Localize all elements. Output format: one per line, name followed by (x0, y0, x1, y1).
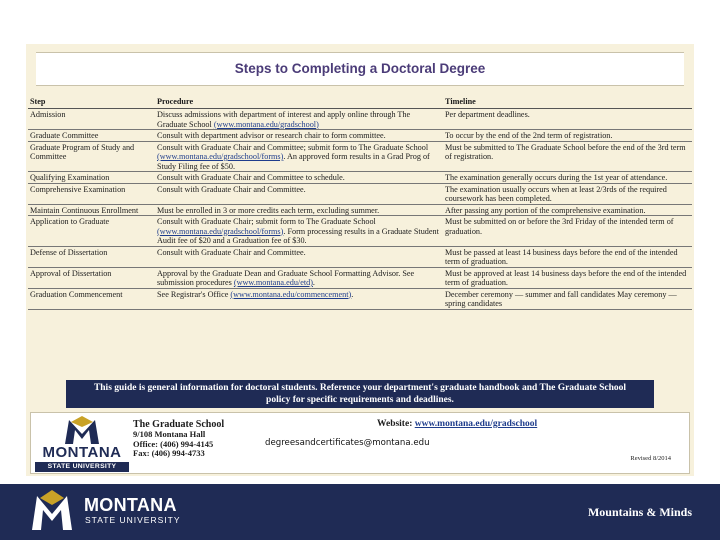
procedure-cell (155, 183, 443, 204)
procedure-text: Consult with department advisor or research chair to form committee. (157, 131, 386, 140)
steps-table (28, 96, 692, 310)
contact-footer (30, 412, 690, 474)
timeline-cell: Per department deadlines. (443, 109, 692, 130)
msu-logo-icon (28, 488, 76, 532)
step-cell: Admission (28, 109, 155, 130)
table-row (28, 130, 692, 142)
procedure-text: Consult with Graduate Chair and Committee to schedule. (157, 173, 345, 182)
procedure-text-after: . An approved form results in a Grad Prog of Study Filing fee of $50. (157, 152, 430, 171)
footer-bar (0, 484, 720, 540)
document-header (36, 52, 684, 86)
step-cell: Application to Graduate (28, 216, 155, 247)
timeline-cell: After passing any portion of the comprehensive examination. (443, 204, 692, 216)
step-cell: Graduate Program of Study and Committee (28, 141, 155, 172)
office-phone: Office: (406) 994-4145 (133, 438, 214, 449)
table-row (28, 172, 692, 184)
procedure-text: Consult with Graduate Chair and Committee; submit form to The Graduate School (157, 142, 429, 152)
column-header-step: Step (28, 96, 155, 109)
document-title: Steps to Completing a Doctoral Degree (234, 61, 486, 76)
timeline-cell: The examination usually occurs when at least 2/3rds of the required coursework has been completed. (443, 183, 692, 204)
procedure-cell (155, 204, 443, 216)
doctoral-steps-document (26, 44, 694, 476)
website-label: Website: (377, 419, 413, 429)
procedure-link[interactable]: (www.montana.edu/etd) (233, 278, 313, 287)
procedure-link[interactable]: (www.montana.edu/gradschool) (213, 119, 319, 129)
steps-table-body (28, 109, 692, 310)
notice-line-2: policy for specific requirements and deadlines. (266, 394, 454, 405)
procedure-cell (155, 216, 443, 247)
msu-logo (35, 416, 129, 472)
fax-number: Fax: (406) 994-4733 (133, 448, 205, 459)
timeline-cell: Must be approved at least 14 business days before the end of the intended term of graduation. (443, 267, 692, 288)
timeline-cell: Must be submitted on or before the 3rd Friday of the intended term of graduation. (443, 216, 692, 247)
procedure-cell (155, 172, 443, 184)
website-line (377, 419, 537, 429)
timeline-cell: December ceremony — summer and fall candidates May ceremony — spring candidates (443, 288, 692, 309)
contact-block (133, 419, 224, 459)
table-row (28, 183, 692, 204)
notice-banner (66, 380, 654, 408)
step-cell: Maintain Continuous Enrollment (28, 204, 155, 216)
tagline: Mountains & Minds (587, 505, 692, 519)
revised-date: Revised 8/2014 (630, 455, 671, 462)
step-cell: Qualifying Examination (28, 172, 155, 184)
timeline-cell: To occur by the end of the 2nd term of registration. (443, 130, 692, 142)
table-row (28, 216, 692, 247)
procedure-text: See Registrar's Office (157, 289, 229, 299)
procedure-text-after: . (351, 289, 354, 299)
procedure-cell (155, 288, 443, 309)
step-cell: Graduate Committee (28, 130, 155, 142)
step-cell: Defense of Dissertation (28, 246, 155, 267)
table-row (28, 204, 692, 216)
table-row (28, 288, 692, 309)
procedure-text: Consult with Graduate Chair and Committee. (157, 184, 306, 194)
university-name: MONTANA (84, 495, 177, 515)
column-header-timeline: Timeline (443, 96, 692, 109)
procedure-text: Approval by the Graduate Dean and Graduate School Formatting Advisor. See submission procedures (157, 268, 415, 287)
email-address[interactable]: degreesandcertificates@montana.edu (265, 438, 430, 448)
procedure-text: Consult with Graduate Chair; submit form to The Graduate School (157, 217, 376, 226)
procedure-cell (155, 130, 443, 142)
procedure-text-after: . (312, 278, 315, 287)
procedure-text: Must be enrolled in 3 or more credits each term, excluding summer. (157, 205, 380, 215)
website-link[interactable]: www.montana.edu/gradschool (414, 419, 538, 429)
school-name: The Graduate School (133, 419, 225, 430)
timeline-cell: The examination generally occurs during the 1st year of attendance. (443, 172, 692, 184)
table-row (28, 109, 692, 130)
step-cell: Approval of Dissertation (28, 267, 155, 288)
procedure-link[interactable]: (www.montana.edu/commencement) (230, 289, 352, 299)
step-cell: Comprehensive Examination (28, 183, 155, 204)
column-header-procedure: Procedure (155, 96, 443, 109)
procedure-text-after: . Form processing results in a Graduate Student Audit fee of $20 and a Graduation fee of $30. (157, 226, 439, 245)
table-row (28, 246, 692, 267)
table-row (28, 267, 692, 288)
table-header-row (28, 96, 692, 109)
logo-subtitle: STATE UNIVERSITY (35, 462, 129, 472)
msu-logo-icon (35, 416, 129, 446)
procedure-cell (155, 141, 443, 172)
procedure-cell (155, 246, 443, 267)
step-cell: Graduation Commencement (28, 288, 155, 309)
table-row (28, 141, 692, 172)
timeline-cell: Must be passed at least 14 business days before the end of the intended term of graduation. (443, 246, 692, 267)
procedure-text: Discuss admissions with department of interest and apply online through The Graduate School (157, 110, 411, 129)
procedure-cell (155, 109, 443, 130)
logo-wordmark: MONTANA (42, 444, 122, 461)
address: 9/108 Montana Hall (133, 429, 206, 439)
university-subtitle: STATE UNIVERSITY (85, 515, 181, 525)
procedure-link[interactable]: (www.montana.edu/gradschool/forms) (157, 226, 284, 236)
procedure-cell (155, 267, 443, 288)
notice-line-1: This guide is general information for doctoral students. Reference your department's graduate handbook and The Graduate School (93, 383, 627, 393)
procedure-text: Consult with Graduate Chair and Committee. (157, 247, 306, 257)
timeline-cell: Must be submitted to The Graduate School before the end of the 3rd term of registration. (443, 141, 692, 172)
procedure-link[interactable]: (www.montana.edu/gradschool/forms) (157, 152, 284, 161)
